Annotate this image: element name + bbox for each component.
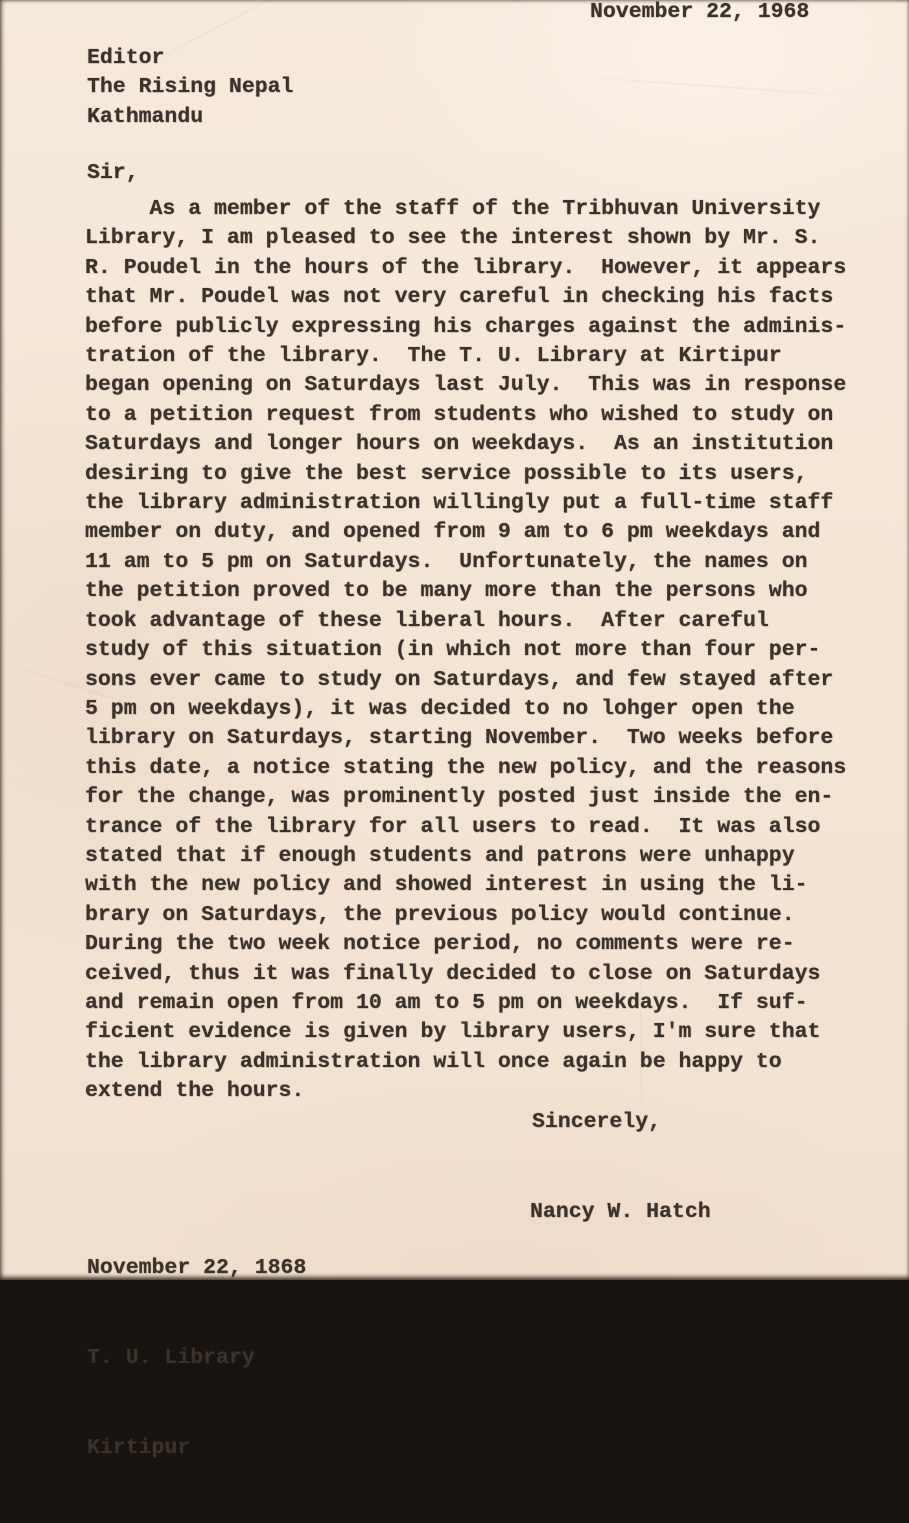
typed-line: As a member of the staff of the Tribhuvan University [85,197,821,221]
typed-line: this date, a notice stating the new policy, and the reasons [85,755,847,780]
typed-line: tration of the library. The T. U. Library at Kirtipur [85,344,782,369]
typed-line: study of this situation (in which not more than four per- [85,638,821,663]
typed-line: the petition proved to be many more than the persons who [85,579,808,604]
typed-line: desiring to give the best service possible to its users, [85,461,808,486]
typed-line: extend the hours. [85,1079,305,1104]
typed-line: the library administration willingly put a full-time staff [85,491,834,516]
typed-line: the library administration will once again be happy to [85,1049,782,1074]
typed-line: R. Poudel in the hours of the library. However, it appears [85,255,847,280]
typed-line: to a petition request from students who wished to study on [85,402,834,427]
typed-line: Kathmandu [87,104,204,129]
signature-date: November 22, 1868 [87,1256,307,1280]
signature-block-left [87,1193,306,1523]
typed-line: The Rising Nepal [87,75,294,100]
typed-line: brary on Saturdays, the previous policy would continue. [85,902,795,927]
typed-line: stated that if enough students and patrons were unhappy [85,843,795,868]
closing: Sincerely, [532,1110,662,1134]
typed-line: began opening on Saturdays last July. This was in response [85,373,847,398]
letter-body [85,195,846,1107]
typed-line: took advantage of these liberal hours. After careful [85,608,769,633]
typed-line: that Mr. Poudel was not very careful in checking his facts [85,285,834,310]
paper-crease [540,73,879,99]
salutation: Sir, [87,161,139,185]
typed-line: During the two week notice period, no comments were re- [85,932,795,957]
typed-line: member on duty, and opened from 9 am to 6 pm weekdays and [85,520,821,545]
typed-line: before publicly expressing his charges against the adminis- [85,314,847,339]
typed-line: for the change, was prominently posted just inside the en- [85,785,834,810]
signature-org: T. U. Library [87,1346,255,1370]
typed-line: Editor [87,46,165,70]
typed-line: sons ever came to study on Saturdays, and few stayed after [85,667,834,692]
typed-line: trance of the library for all users to read. It was also [85,814,821,839]
signature-place: Kirtipur [87,1436,191,1460]
recipient-address [87,44,293,132]
typed-line: library on Saturdays, starting November. Two weeks before [85,726,834,751]
typed-line: and remain open from 10 am to 5 pm on weekdays. If suf- [85,990,808,1015]
letter-date: November 22, 1968 [590,0,810,24]
typed-line: Saturdays and longer hours on weekdays. As an institution [85,432,834,457]
signature-name: Nancy W. Hatch [530,1200,711,1224]
typed-line: ficient evidence is given by library users, I'm sure that [85,1020,821,1045]
typed-line: Library, I am pleased to see the interest shown by Mr. S. [85,226,821,251]
typed-line: with the new policy and showed interest in using the li- [85,873,808,898]
typed-line: ceived, thus it was finally decided to close on Saturdays [85,961,821,986]
typed-line: 11 am to 5 pm on Saturdays. Unfortunately, the names on [85,549,808,574]
typed-line: 5 pm on weekdays), it was decided to no lohger open the [85,696,795,721]
